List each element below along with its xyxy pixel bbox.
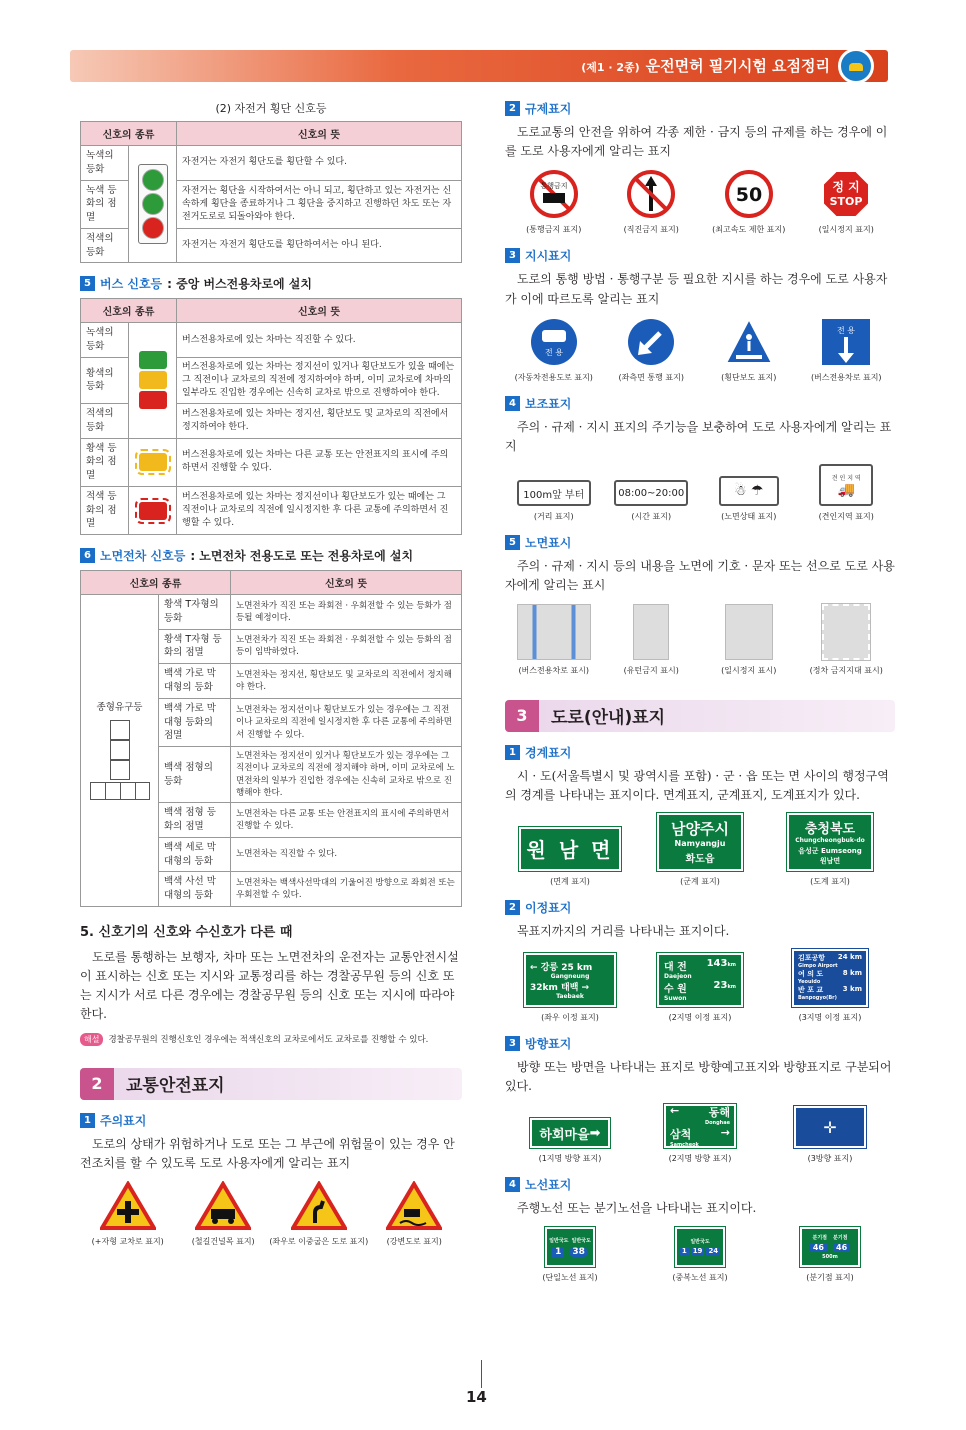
sign-label: (거리 표지) [533,512,574,522]
bus-yellow-blink [129,438,177,486]
table-header: 신호의 종류 [81,122,177,146]
sign-text: Yeouido [798,979,821,986]
caution-sign-3 [271,1181,367,1247]
mark-section-title [505,534,895,551]
ind-section-title [505,247,895,264]
ind-sign-4 [798,317,896,383]
aux-body: 주의 · 규제 · 지시 표지의 주기능을 보충하여 도로 사용자에게 알리는 표지 [505,419,892,453]
railway-crossing-icon [195,1181,251,1231]
sign-text: 견 인 지 역 [831,474,861,482]
section-number: 5 [80,276,95,291]
do-sign [787,813,873,871]
signal-desc: 버스전용차로에 있는 차마는 정지선, 횡단보도 및 교차로의 직전에서 정지하여야 한다. [177,404,462,439]
dist-sign-1 [506,953,635,1023]
sign-text: 50 [735,184,762,207]
border-title: 경계표지 [525,745,572,760]
mark-1 [505,604,603,676]
sign-text: 수 원 [664,984,687,996]
sign-label: (단일노선 표지) [542,1272,598,1282]
sign-text: 충청북도 [804,821,856,837]
mark-signs [505,604,895,676]
sign-text: 대 전 [664,962,687,974]
dir-sign-3 [766,1106,895,1164]
bus-lamp [129,323,177,438]
three-way-direction-icon: ✛ [794,1106,866,1148]
sign-label: (강변도로 표지) [386,1237,442,1247]
bus-yellow-blink-icon [139,453,167,471]
sign-text: Samcheok [670,1142,699,1149]
sign-text: Donghae [704,1120,730,1127]
signal-desc: 버스전용차로에 있는 차마는 정지선이나 횡단보도가 있는 때에는 그 직전이나 교차로의 직전에 일시정지한 후 다른 교통에 주의하면서 진행할 수 있다. [177,486,462,534]
sign-text: 143 [706,958,728,970]
dist-sign-3 [766,949,895,1023]
ind-title: 지시표지 [525,249,572,264]
sign-text: 남양주시 [671,820,729,839]
mark-2 [603,604,701,676]
sign-label: (좌우 이정 표지) [541,1013,599,1023]
sign-text: 일반국도 [549,1237,569,1244]
ind-sign-1 [505,317,603,383]
signal-kind: 백색 사선 막대형의 등화 [159,872,231,907]
bus-yellow-icon [139,371,167,389]
sign-text: Gangneung [550,973,590,981]
aux-section-title [505,395,895,412]
reg-sign-1 [505,169,603,235]
chapter-number: 2 [80,1068,114,1100]
signal-desc: 버스전용차로에 있는 차마는 직진할 수 있다. [177,323,462,358]
motorway-only-icon [529,317,579,367]
signal-desc: 노면전차는 백색사선막대의 기울어진 방향으로 좌회전 또는 우회전할 수 있다. [231,872,462,907]
two-place-distance-sign [657,953,743,1007]
dist-signs [505,949,895,1023]
route-title: 노선표지 [525,1178,572,1193]
caution-section-title [80,1112,462,1129]
sign-label: (시간 표지) [631,512,672,522]
tram-title-rest: : 노면전차 전용도로 또는 전용차로에 설치 [190,549,414,564]
sign-text: 동해 [708,1106,730,1120]
dir-body: 방향 또는 방면을 나타내는 표지로 방향예고표지와 방향표지로 구분되어 있다. [505,1060,892,1094]
aux-sign-4 [798,464,896,522]
chapter-number: 3 [505,700,539,732]
sign-label: (일시정지 표지) [818,225,874,235]
bus-red-blink [129,486,177,534]
sign-label: (좌우로 이중굽은 도로 표지) [269,1237,369,1247]
sign-label: (직진금지 표지) [623,225,679,235]
no-entry-icon [529,169,579,219]
signal-desc: 버스전용차로에 있는 차마는 정지선이 있거나 횡단보도가 있을 때에는 그 직전이나 교차로의 직전에 정지하여야 하며, 이미 교차로에 차마의 일부라도 진입한 경우에는 신속히 교차로 밖으로 진행하여야 한다. [177,357,462,403]
bike-green-blink-icon [142,193,164,215]
signal-desc: 노면전차는 정지선이나 횡단보도가 있는 경우에는 그 직전이나 교차로의 직전에 일시정지한 후 다른 교통에 주의하면서 진행할 수 있다. [231,698,462,746]
right-column [505,96,895,1283]
signal-desc: 버스전용차로에 있는 차마는 다른 교통 또는 안전표지의 표시에 주의하면서 진행할 수 있다. [177,438,462,486]
bike-red-icon [142,217,164,239]
sign-text: 500m [822,1253,838,1260]
sign-label: (유턴금지 표시) [623,665,679,675]
section-number: 3 [505,1036,520,1051]
sign-label: (2지명 방향 표지) [668,1154,732,1164]
reg-section-title [505,100,895,117]
sign-text: 24 km [837,953,862,962]
table-header: 신호의 뜻 [177,299,462,323]
sign-label: (횡단보도 표지) [721,372,777,382]
left-arrow-icon: ← [530,963,541,974]
bus-title: 버스 신호등 [100,277,163,292]
chapter-3 [505,700,895,732]
mark-body: 주의 · 규제 · 지시 등의 내용을 노면에 기호 · 문자 또는 선으로 도로 사용자에게 알리는 표시 [505,559,895,593]
dist-title: 이정표지 [525,900,572,915]
ind-signs [505,317,895,383]
aux-sign-3 [700,476,798,522]
chapter-title: 도로(안내)표지 [551,708,666,728]
left-arrow-icon: ← [670,1104,680,1118]
border-section-title [505,744,895,761]
dir-signs [505,1104,895,1164]
header-title-text: 운전면허 필기시험 요점정리 [645,57,830,75]
signal-kind: 녹색 등화의 점멸 [81,180,129,228]
single-route-sign [545,1227,595,1267]
sign-label: (좌측면 통행 표지) [618,372,684,382]
sign-text: 화도읍 [685,854,715,866]
table-row [81,146,462,181]
page-header [70,50,888,82]
tram-title: 노면전차 신호등 [100,549,186,564]
signal-desc: 노면전차가 직진 또는 좌회전 · 우회전할 수 있는 등화의 점등이 임박하였다. [231,629,462,664]
route-number: 1 [681,1247,687,1256]
bike-signal-table [80,121,462,263]
signal-desc: 자전거는 자전거 횡단도를 횡단하여서는 아니 된다. [177,228,462,263]
signal-kind: 백색 가로 막대형의 등화 [159,664,231,699]
sign-text: 3 km [842,985,862,994]
sign-text: 23 [713,980,728,992]
sign-text: Suwon [664,995,687,1003]
sign-label: (+자형 교차로 표지) [91,1237,164,1247]
reg-sign-2 [603,169,701,235]
sign-text: 삼척 [670,1128,692,1142]
section-number: 1 [505,745,520,760]
aux-signs [505,464,895,522]
distance-sign: 100m앞 부터 [517,480,591,506]
sign-label: (2지명 이정 표지) [668,1013,732,1023]
conflict-title: 5. 신호기의 신호와 수신호가 다른 때 [80,924,293,940]
sign-text: Banpogyo(Br) [798,995,837,1002]
signal-kind: 녹색의 등화 [81,146,129,181]
sign-text: 분기점 [812,1234,827,1241]
mark-4 [798,604,896,676]
reg-title: 규제표지 [525,102,572,116]
sign-label: (분기점 표지) [806,1272,854,1282]
route-number: 24 [708,1247,719,1256]
route-sign-3 [766,1227,895,1283]
route-number: 19 [692,1247,703,1256]
tram-section-title [80,547,462,564]
sign-text: 김포공항 [798,954,826,963]
signal-kind: 황색 T자형의 등화 [159,595,231,630]
section-number: 4 [505,1177,520,1192]
route-number: 46 [810,1243,827,1252]
right-arrow-icon: → [578,983,590,994]
signal-kind: 적색의 등화 [81,228,129,263]
sign-text: 25 km [561,963,593,974]
aux-title: 보조표지 [525,396,572,411]
border-sign-1 [506,827,635,887]
bus-signal-table [80,298,462,535]
route-number: 1 [552,1247,564,1257]
sign-text: Gimpo Airport [798,963,838,970]
speed-limit-icon [724,169,774,219]
reg-sign-4 [798,169,896,235]
caution-signs [80,1181,462,1247]
tow-zone-sign [819,464,873,506]
sign-text: 분기점 [833,1234,848,1241]
sign-label: (통행금지 표지) [526,225,582,235]
sign-label: (최고속도 제한 표지) [712,225,786,235]
chapter-2 [80,1068,462,1100]
aux-sign-1 [505,480,603,522]
bus-lane-marking-icon [517,604,591,660]
header-title [581,55,830,76]
tow-truck-icon: 🚚 [837,481,855,498]
mark-3 [700,604,798,676]
sign-label: (정차 금지지대 표시) [809,665,883,675]
sign-text: 전 용 [544,347,563,357]
signal-desc: 자전거는 자전거 횡단도를 횡단할 수 있다. [177,146,462,181]
tram-group-label: 종형유구등 [96,701,143,713]
sign-label: (자동차전용도로 표지) [514,372,593,382]
section-number: 2 [505,900,520,915]
signal-kind: 황색 등화의 점멸 [81,438,129,486]
sign-label: (1지명 방향 표지) [538,1154,602,1164]
riverside-road-icon [386,1181,442,1231]
sign-text: 원남면 [819,856,841,865]
table-row [81,595,462,630]
sign-label: (노면상태 표지) [721,512,777,522]
section-number: 4 [505,396,520,411]
two-place-direction-sign [664,1104,736,1148]
section-number: 2 [505,101,520,116]
route-sign-1 [506,1227,635,1283]
myeon-sign: 원 남 면 [519,827,621,871]
snow-rain-icon: ☃ ☂ [719,476,779,506]
tram-lamp-icon [90,720,150,800]
bus-green-icon [139,351,167,369]
signal-kind: 황색 T자형 등화의 점멸 [159,629,231,664]
reg-signs [505,169,895,235]
table-header: 신호의 종류 [81,571,231,595]
sign-text: 태백 [561,983,579,994]
lr-distance-sign [524,953,616,1007]
signal-desc: 노면전차가 직진 또는 좌회전 · 우회전할 수 있는 등화가 점등될 예정이다. [231,595,462,630]
table-row [81,438,462,486]
sign-text: 여 의 도 [798,970,824,979]
bike-caption: (2) 자전거 횡단 신호등 [215,102,327,115]
sign-label: (버스전용차로 표지) [810,372,882,382]
junction-route-sign [800,1227,860,1267]
multi-route-sign [675,1227,725,1267]
sign-label: (3방향 표지) [807,1154,853,1164]
no-straight-icon [626,169,676,219]
sign-label: (면계 표지) [550,876,590,886]
signal-desc: 노면전차는 다른 교통 또는 안전표지의 표시에 주의하면서 진행할 수 있다. [231,803,462,838]
route-number: 38 [569,1247,588,1257]
route-signs [505,1227,895,1283]
section-number: 3 [505,248,520,263]
signal-desc: 노면전차는 정지선이 있거나 횡단보도가 있는 경우에는 그 직전이나 교차로의 직전에 정지해야 하며, 이미 교차로에 노면전차의 일부가 진입한 경우에는 신속히 교차로 밖으로 진행해야 한다. [231,747,462,803]
table-header: 신호의 종류 [81,299,177,323]
sign-label: (중복노선 표지) [672,1272,728,1282]
chapter-title: 교통안전표지 [126,1076,225,1097]
ind-sign-2 [603,317,701,383]
signal-kind: 백색 가로 막대형 등화의 점멸 [159,698,231,746]
section-number: 5 [505,535,520,550]
sign-text: 반 포 교 [798,986,824,995]
car-icon [838,48,874,84]
bus-lane-icon [820,317,872,367]
reg-sign-3 [700,169,798,235]
sign-label: (견인지역 표지) [818,512,874,522]
ind-sign-3 [700,317,798,383]
bus-section-title [80,275,462,292]
dir-title: 방향표지 [525,1037,572,1052]
dir-section-title [505,1035,895,1052]
sign-text: 강릉 [540,963,559,974]
sign-text: 일반국도 [690,1239,710,1246]
bus-red-blink-icon [139,502,167,520]
sign-text: 음성군 Eumseong [798,846,862,855]
dir-sign-2 [636,1104,765,1164]
note-text: 경찰공무원의 진행신호인 경우에는 적색신호의 교차로에서도 교차로를 진행할 수 있다. [108,1035,429,1046]
bike-green-icon [142,169,164,191]
aux-sign-2 [603,480,701,522]
sign-text: 전 용 [837,325,856,335]
right-arrow-icon: ➡ [589,1125,601,1141]
signal-kind: 백색 점형의 등화 [159,747,231,803]
left-column [80,96,462,1247]
keep-left-icon [626,317,676,367]
gun-sign [657,813,743,871]
section-number: 6 [80,548,95,563]
sign-label: (도계 표지) [810,876,850,886]
tram-group [81,595,159,907]
crosswalk-icon [724,317,774,367]
sign-text: 8 km [842,969,862,978]
table-header: 신호의 뜻 [177,122,462,146]
route-number: 46 [833,1243,850,1252]
border-signs [505,813,895,887]
sign-label: (3지명 이정 표지) [798,1013,862,1023]
bike-lamp [129,146,177,263]
dist-sign-2 [636,953,765,1023]
reg-body: 도로교통의 안전을 위하여 각종 제한 · 금지 등의 규제를 하는 경우에 이를 도로 사용자에게 알리는 표지 [505,125,888,159]
no-uturn-marking-icon [633,604,669,660]
one-place-direction-sign [530,1118,610,1148]
page-divider [481,1360,482,1388]
sign-text: 32km [530,983,558,994]
mark-title: 노면표시 [525,536,572,551]
bus-title-rest: : 중앙 버스전용차로에 설치 [167,277,312,292]
cross-junction-icon [100,1181,156,1231]
sign-text: Taebaek [556,993,584,1001]
no-stopping-zone-icon [822,604,870,660]
ind-body: 도로의 통행 방법 · 통행구분 등 필요한 지시를 하는 경우에 도로 사용자가 이에 따르도록 알리는 표지 [505,272,888,306]
caution-body: 도로의 상태가 위험하거나 도로 또는 그 부근에 위험물이 있는 경우 안전조치를 할 수 있도록 도로 사용자에게 알리는 표지 [80,1136,455,1170]
caution-title: 주의표지 [100,1113,147,1128]
sign-text: km [727,962,736,969]
three-place-distance-sign [792,949,868,1007]
sign-text: km [727,984,736,991]
signal-kind: 적색 등화의 점멸 [81,486,129,534]
sign-label: (철길건널목 표지) [191,1237,255,1247]
sign-text: Daejeon [664,973,692,981]
border-sign-3 [766,813,895,887]
sign-text: 하회마을 [539,1127,590,1143]
sign-text: 정 지 [832,180,860,195]
conflict-body: 도로를 통행하는 보행자, 차마 또는 노면전차의 운전자는 교통안전시설이 표시하는 신호 또는 지시와 교통정리를 하는 경찰공무원 등의 신호 또는 지시가 서로 다른 경우에는 경찰공무원 등의 신호 또는 지시에 따라야 한다. [80,949,459,1022]
time-sign: 08:00~20:00 [614,480,688,506]
sign-text: Chungcheongbuk-do [795,836,865,844]
signal-kind: 백색 점형 등화의 점멸 [159,803,231,838]
page-number: 14 [466,1388,487,1406]
signal-desc: 노면전차는 직진할 수 있다. [231,837,462,872]
sign-label: (군계 표지) [680,876,720,886]
signal-kind: 백색 세로 막대형의 등화 [159,837,231,872]
dist-section-title [505,899,895,916]
header-subtitle: (제1 · 2종) [581,61,640,74]
dir-sign-1 [506,1118,635,1164]
note-tag: 해설 [80,1033,103,1046]
caution-sign-4 [367,1181,463,1247]
double-bend-icon [291,1181,347,1231]
route-section-title [505,1176,895,1193]
sign-text: 통행금지 [540,182,568,191]
signal-kind: 황색의 등화 [81,357,129,403]
conflict-note [80,1033,462,1046]
sign-text: STOP [829,195,863,209]
stop-sign-icon [821,169,871,219]
sign-text: Namyangju [674,839,726,849]
caution-sign-1 [80,1181,176,1247]
route-sign-2 [636,1227,765,1283]
bus-red-icon [139,391,167,409]
signal-kind: 적색의 등화 [81,404,129,439]
signal-kind: 녹색의 등화 [81,323,129,358]
signal-desc: 노면전차는 정지선, 횡단보도 및 교차로의 직전에서 정지해야 한다. [231,664,462,699]
stop-marking-icon [725,604,773,660]
sign-text: 일반국도 [571,1237,591,1244]
table-header: 신호의 뜻 [231,571,462,595]
border-sign-2 [636,813,765,887]
right-arrow-icon: → [720,1126,730,1140]
table-row [81,323,462,358]
border-body: 시 · 도(서울특별시 및 광역시를 포함) · 군 · 읍 또는 면 사이의 행정구역의 경계를 나타내는 표지이다. 면계표지, 군계표지, 도계표지가 있다. [505,768,889,802]
sign-label: (일시정지 표시) [721,665,777,675]
table-row [81,486,462,534]
caution-sign-2 [176,1181,272,1247]
section-number: 1 [80,1113,95,1128]
signal-desc: 자전거는 횡단을 시작하여서는 아니 되고, 횡단하고 있는 자전거는 신속하게 횡단을 종료하거나 그 횡단을 중지하고 진행하던 차도 또는 자전거도로로 되돌아와야 한다. [177,180,462,228]
route-body: 주행노선 또는 분기노선을 나타내는 표지이다. [517,1201,757,1216]
sign-label: (버스전용차로 표시) [518,665,590,675]
dist-body: 목표지까지의 거리를 나타내는 표지이다. [517,923,730,938]
tram-signal-table [80,570,462,907]
